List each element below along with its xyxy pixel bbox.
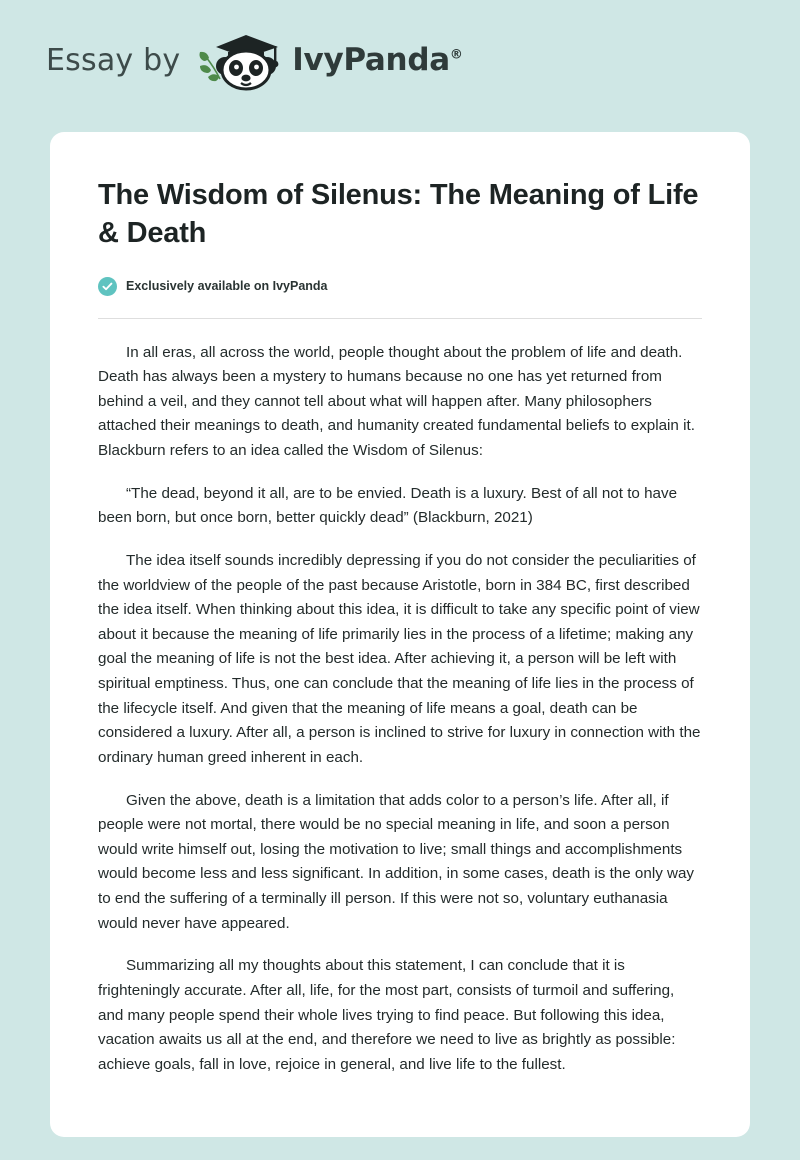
status-badge: [98, 277, 702, 296]
registered-mark: ®: [449, 47, 463, 63]
site-header: [0, 0, 800, 86]
paragraph: Given the above, death is a limitation that adds color to a person’s life. After all, if people were not mortal, there would be no special meaning in life, and soon a person would write himself out, losing the motivation to live; small things and accomplishments would become less and less significant. In addition, in some cases, death is the only way to end the suffering of a terminally ill person. If this were not so, voluntary euthanasia would never have appeared.: [98, 791, 695, 932]
paragraph-quote: “The dead, beyond it all, are to be envied. Death is a luxury. Best of all not to have been born, but once born, better quickly dead” (Blackburn, 2021): [98, 484, 678, 527]
logo-word-text: IvyPanda: [292, 42, 450, 78]
essay-body: [98, 341, 702, 1078]
status-badge-label: Exclusively available on IvyPanda: [126, 279, 328, 294]
check-circle-icon: [98, 277, 117, 296]
paragraph: In all eras, all across the world, people thought about the problem of life and death. Death has always been a mystery to humans because no one has yet returned from behind a veil, and they cannot tell about what will happen after. Many philosophers attached their meanings to death, and humanity created fundamental beliefs to explain it. Blackburn refers to an idea called the Wisdom of Silenus:: [98, 343, 695, 460]
paragraph: Summarizing all my thoughts about this statement, I can conclude that it is frighteningly accurate. After all, life, for the most part, consists of turmoil and suffering, and many people spend their whole lives trying to find peace. But following this idea, vacation awaits us all at the end, and therefore we need to live as brightly as possible: achieve goals, fall in love, rejoice in general, and live life to the fullest.: [98, 957, 676, 1073]
ivypanda-wordmark: [292, 42, 462, 78]
essay-card: [50, 132, 750, 1137]
essay-by-label: Essay by: [46, 42, 181, 78]
page-title: The Wisdom of Silenus: The Meaning of Life & Death: [98, 179, 699, 250]
panda-graduate-icon: [194, 29, 290, 91]
header-divider: [98, 318, 702, 319]
paragraph: The idea itself sounds incredibly depressing if you do not consider the peculiarities of the worldview of the people of the past because Aristotle, born in 384 BC, first described the idea itself. When thinking about this idea, it is difficult to take any specific point of view about it because the meaning of life primarily lies in the process of a lifetime; making any goal the meaning of life is not the best idea. After achieving it, a person will be left with spiritual emptiness. Thus, one can conclude that the meaning of life lies in the process of the lifecycle itself. And given that the meaning of life means a goal, death can be considered a luxury. After all, a person is inclined to strive for luxury in connection with the ordinary human greed inherent in each.: [98, 551, 701, 766]
ivypanda-logo[interactable]: [194, 29, 462, 91]
